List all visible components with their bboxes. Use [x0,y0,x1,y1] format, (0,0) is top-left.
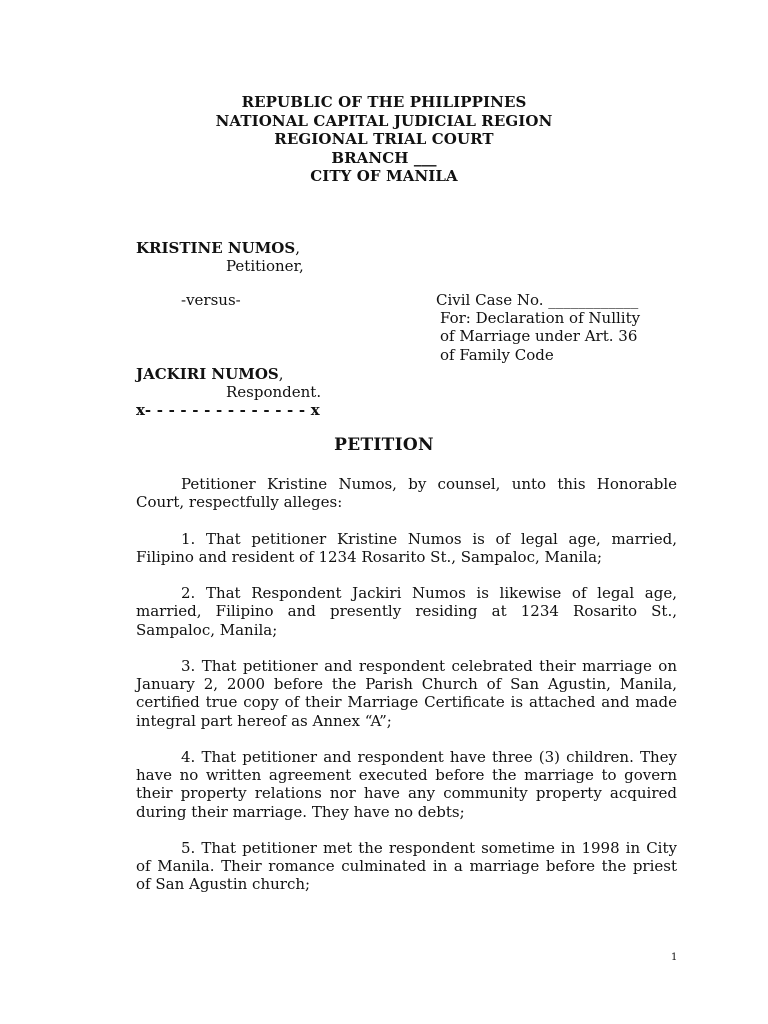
respondent-role: Respondent. [226,383,322,401]
header-line-region: NATIONAL CAPITAL JUDICIAL REGION [215,111,553,130]
case-nature-line: For: Declaration of Nullity [440,309,641,328]
respondent-comma: , [278,365,284,383]
case-number: Civil Case No. ____________ [436,291,639,309]
petitioner-role: Petitioner, [226,257,304,275]
allegation-paragraph: 2. That Respondent Jackiri Numos is likewise of legal age, married, Filipino and presently residing at 1234 Rosarito St., Sampaloc, Manila; [136,584,677,639]
respondent-block [136,365,284,384]
header-line-city: CITY OF MANILA [310,167,458,186]
petition-body [136,475,677,912]
respondent-name: JACKIRI NUMOS [136,365,279,383]
court-header [0,93,768,186]
header-line-republic: REPUBLIC OF THE PHILIPPINES [241,93,527,111]
case-info [436,291,640,364]
document-title: PETITION [334,435,434,455]
header-line-court: REGIONAL TRIAL COURT [274,130,494,149]
allegation-paragraph: 1. That petitioner Kristine Numos is of legal age, married, Filipino and resident of 1234 Rosarito St., Sampaloc, Manila; [136,529,677,566]
allegation-paragraph: 3. That petitioner and respondent celebrated their marriage on January 2, 2000 before the Parish Church of San Agustin, Manila, certified true copy of their Marriage Certificate is attached and made integral part hereof as Annex “A”; [136,656,677,730]
intro-paragraph: Petitioner Kristine Numos, by counsel, unto this Honorable Court, respectfully alleges: [136,475,677,512]
allegation-paragraph: 5. That petitioner met the respondent sometime in 1998 in City of Manila. Their romance culminated in a marriage before the priest of San Agustin church; [136,838,677,894]
caption-separator: x- - - - - - - - - - - - - - x [136,401,320,419]
header-line-branch: BRANCH ___ [331,148,437,167]
petitioner-name: KRISTINE NUMOS [136,239,296,257]
page-number: 1 [671,952,678,963]
case-nature-line: of Family Code [440,345,554,364]
allegation-paragraph: 4. That petitioner and respondent have three (3) children. They have no written agreement executed before the marriage to govern their property relations nor have any community property acquired during their marriage. They have no debts; [136,747,677,821]
petitioner-block [136,239,300,258]
petitioner-comma: , [295,239,300,257]
versus-label: -versus- [181,291,241,309]
case-nature-line: of Marriage under Art. 36 [440,327,638,346]
